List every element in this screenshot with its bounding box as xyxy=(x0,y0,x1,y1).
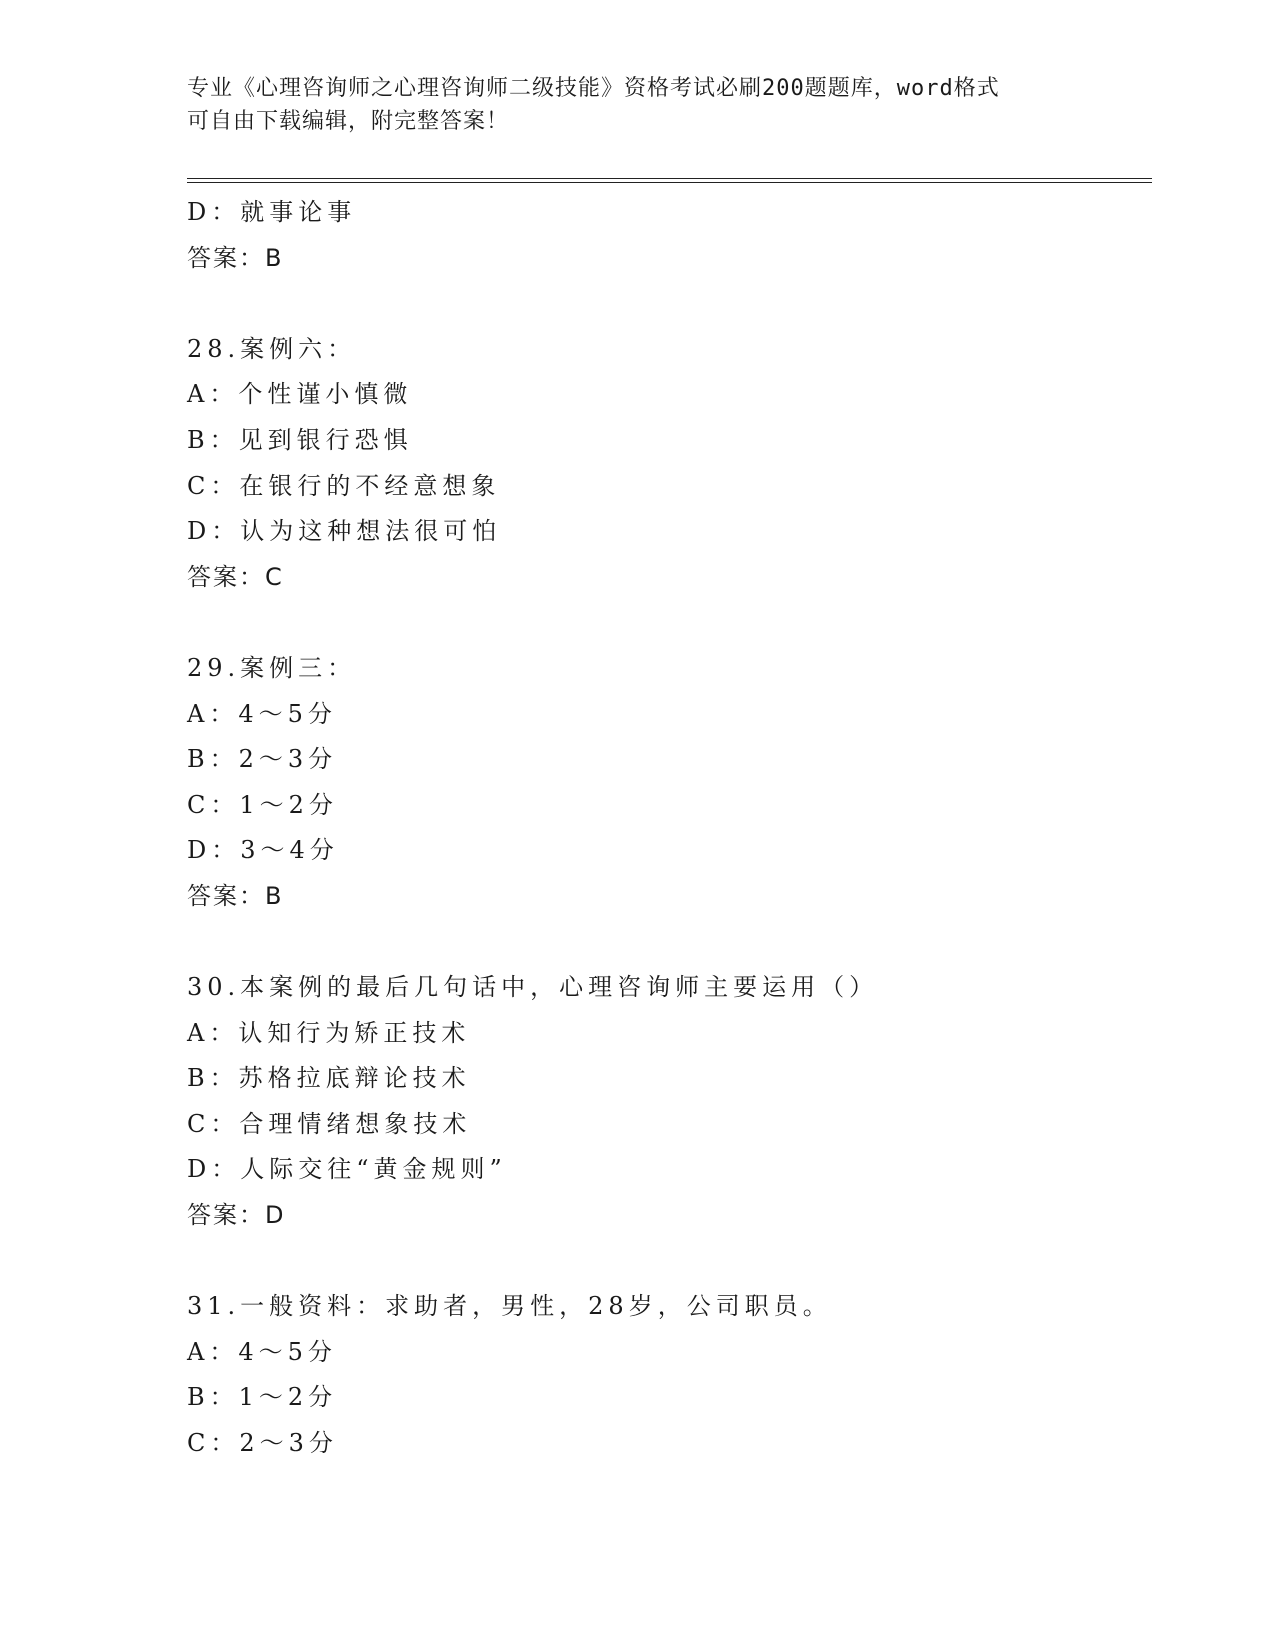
option-d: D：就事论事 xyxy=(187,198,357,226)
document-header xyxy=(187,72,1087,138)
question-stem: 28.案例六： xyxy=(187,334,357,363)
option-b: B：见到银行恐惧 xyxy=(187,425,413,454)
option-b: B：1～2分 xyxy=(187,1383,338,1412)
question-stem: 30.本案例的最后几句话中，心理咨询师主要运用（） xyxy=(187,973,879,1002)
option-c: C：合理情绪想象技术 xyxy=(187,1109,472,1138)
question-stem: 31.一般资料：求助者，男性，28岁，公司职员。 xyxy=(187,1292,832,1321)
option-a: A：4～5分 xyxy=(187,1337,337,1366)
header-line-1: 专业《心理咨询师之心理咨询师二级技能》资格考试必刷200题题库，word格式 xyxy=(187,76,1000,101)
document-body xyxy=(187,190,1147,1467)
header-line-2: 可自由下载编辑，附完整答案！ xyxy=(187,109,510,134)
answer: 答案：D xyxy=(187,1201,286,1230)
option-c: C：1～2分 xyxy=(187,790,338,819)
question-31 xyxy=(187,1284,1147,1466)
option-a: A：认知行为矫正技术 xyxy=(187,1018,471,1047)
spacer xyxy=(187,1239,1147,1285)
option-d: D：人际交往“黄金规则” xyxy=(187,1155,507,1184)
header-rule-bottom xyxy=(187,182,1152,183)
option-a: A：个性谨小慎微 xyxy=(187,380,413,409)
question-30 xyxy=(187,965,1147,1239)
question-stem: 29.案例三： xyxy=(187,653,357,682)
header-rule-top xyxy=(187,178,1152,179)
answer: 答案：C xyxy=(187,562,284,591)
spacer xyxy=(187,600,1147,646)
option-b: B：苏格拉底辩论技术 xyxy=(187,1064,471,1093)
option-c: C：2～3分 xyxy=(187,1429,338,1458)
option-c: C：在银行的不经意想象 xyxy=(187,471,501,500)
question-29 xyxy=(187,646,1147,920)
option-a: A：4～5分 xyxy=(187,699,337,728)
option-d: D：认为这种想法很可怕 xyxy=(187,517,502,546)
spacer xyxy=(187,920,1147,966)
answer: 答案：B xyxy=(187,881,284,910)
question-28 xyxy=(187,327,1147,601)
spacer xyxy=(187,281,1147,327)
option-d: D：3～4分 xyxy=(187,836,339,865)
option-b: B：2～3分 xyxy=(187,745,338,774)
answer: 答案：B xyxy=(187,243,284,272)
